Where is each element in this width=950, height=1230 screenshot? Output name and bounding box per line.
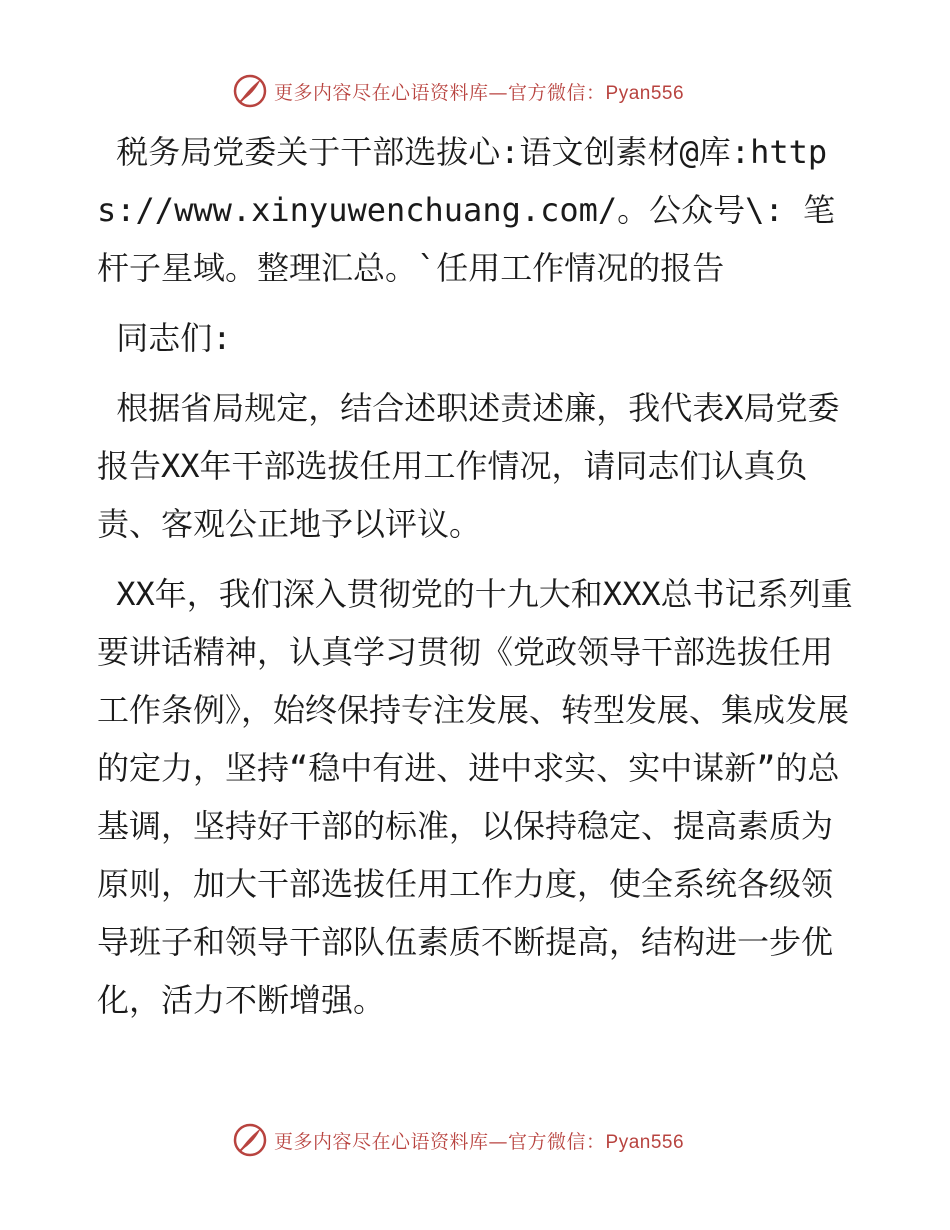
watermark-account: Pyan556: [605, 1131, 685, 1153]
watermark-text: [274, 78, 684, 105]
greeting: 同志们:: [97, 319, 232, 357]
quill-logo-icon: [232, 1122, 268, 1158]
watermark-slogan: 更多内容尽在心语资料库—官方微信：: [274, 81, 606, 104]
watermark-slogan: 更多内容尽在心语资料库—官方微信：: [274, 1130, 606, 1153]
footer-watermark: [232, 1120, 684, 1160]
watermark-account: Pyan556: [605, 82, 685, 104]
quill-logo-icon: [232, 73, 268, 109]
watermark-text: [274, 1127, 684, 1154]
paragraph-1: 根据省局规定，结合述职述责述廉，我代表X局党委报告XX年干部选拔任用工作情况，请同志们认真负责、客观公正地予以评议。: [97, 389, 840, 543]
document-body: [97, 123, 857, 1041]
paragraph-2: XX年，我们深入贯彻党的十九大和XXX总书记系列重要讲话精神，认真学习贯彻《党政领导干部选拔任用工作条例》，始终保持专注发展、转型发展、集成发展的定力，坚持“稳中有进、进中求实、实中谋新”的总基调，坚持好干部的标准，以保持稳定、提高素质为原则，加大干部选拔任用工作力度，使全系统各级领导班子和领导干部队伍素质不断提高，结构进一步优化，活力不断增强。: [97, 575, 853, 1019]
document-title: 税务局党委关于干部选拔心:语文创素材@库:https://www.xinyuwenchuang.com/。公众号\: 笔杆子星域。整理汇总。`任用工作情况的报告: [97, 133, 835, 287]
header-watermark: [232, 71, 684, 111]
